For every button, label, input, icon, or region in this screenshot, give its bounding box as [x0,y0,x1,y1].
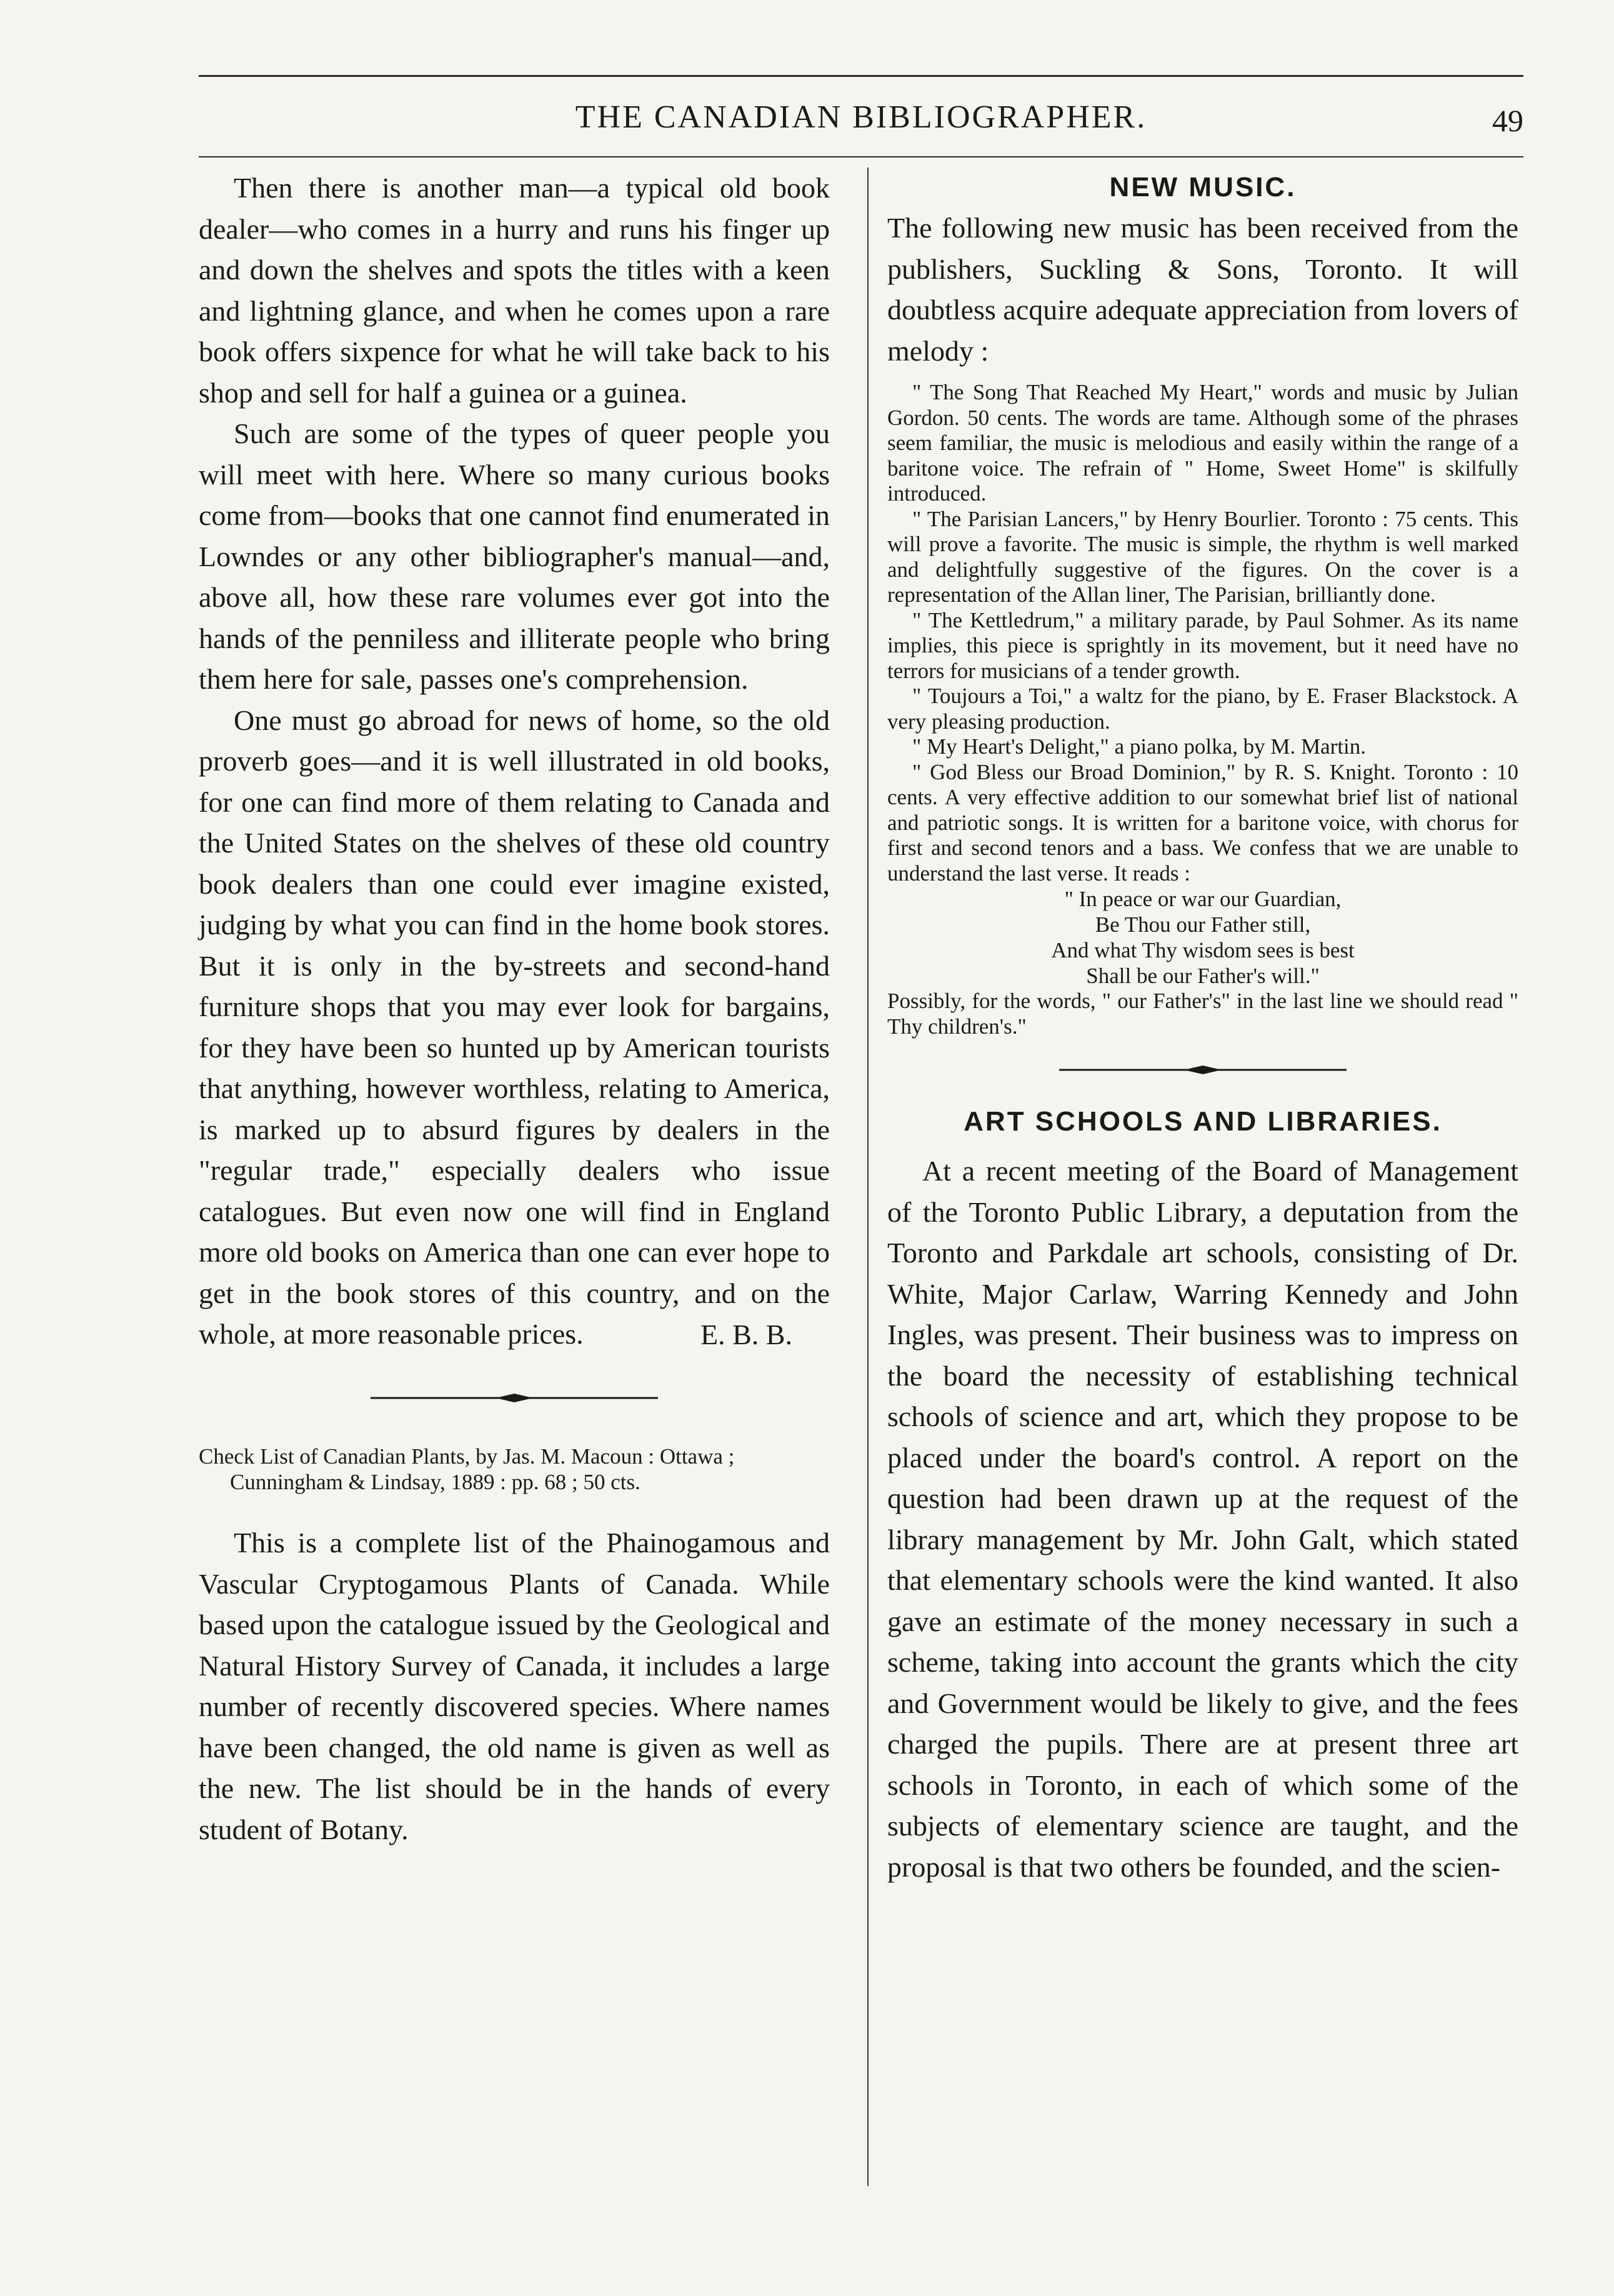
author-signature: E. B. B. [700,1318,792,1350]
paragraph: Such are some of the types of queer people you will meet with here. Where so many curious books come from—books that one cannot find enumerated in Lowndes or any other bibliographer's manual—and, above all, how these rare volumes ever got into the hands of the penniless and illiterate people who bring them here for sale, passes one's comprehension. [199,417,830,695]
music-item: " Toujours a Toi," a waltz for the piano, by E. Fraser Blackstock. A very pleasing production. [887,684,1518,734]
art-schools-paragraph: At a recent meeting of the Board of Management of the Toronto Public Library, a deputation from the Toronto and Parkdale art schools, consisting of Dr. White, Major Carlaw, Warring Kennedy and John Ingles, was present. Their business was to impress on the board the necessity of establishing technical schools of science and art, which they propose to be placed under the board's control. A report on the question had been drawn up at the request of the library management by Mr. John Galt, which stated that elementary schools were the kind wanted. It also gave an estimate of the money necessary in such a scheme, taking into account the grants which the city and Government would be likely to give, and the fees charged the pupils. There are at present three art schools in Toronto, in each of which some of the subjects of elementary science are taught, and the proposal is that two others be founded, and the scien- [887,1155,1518,1883]
music-item: " My Heart's Delight," a piano polka, by M. Martin. [912,734,1367,759]
music-item: " The Song That Reached My Heart," words and music by Julian Gordon. 50 cents. The words are tame. Although some of the phrases seem familiar, the music is melodious and easily within the range of a baritone voice. The refrain of " Home, Sweet Home" is skilfully introduced. [887,380,1518,506]
book-citation: Check List of Canadian Plants, by Jas. M. Macoun : Ottawa ; Cunningham & Lindsay, 1889 : pp. 68 ; 50 cts. [199,1444,735,1494]
section-heading-new-music: NEW MUSIC. [1109,172,1297,202]
section-heading-art-schools: ART SCHOOLS AND LIBRARIES. [964,1106,1442,1137]
song-verse [887,886,1518,989]
new-music-intro: The following new music has been received from the publishers, Suckling & Sons, Toronto. It will doubtless acquire adequate appreciation from lovers of melody : [887,212,1518,367]
music-closing: Possibly, for the words, " our Father's" in the last line we should read " Thy children's." [887,989,1518,1039]
top-rule [199,75,1523,77]
page-number: 49 [1492,103,1523,138]
verse-line: Be Thou our Father still, [1095,912,1311,937]
verse-line: And what Thy wisdom sees is best [1051,938,1355,962]
dash-ornament-icon [199,1376,830,1420]
journal-title: THE CANADIAN BIBLIOGRAPHER. [575,99,1147,135]
column-divider [867,167,869,2186]
music-item: " God Bless our Broad Dominion," by R. S. Knight. Toronto : 10 cents. A very effective addition to our somewhat brief list of national and patriotic songs. It is written for a baritone voice, with chorus for first and second tenors and a bass. We confess that we are unable to understand the last verse. It reads : [887,759,1518,886]
paragraph: Then there is another man—a typical old book dealer—who comes in a hurry and runs his finger up and down the shelves and spots the titles with a keen and lightning glance, and when he comes upon a rare book offers sixpence for what he will take back to his shop and sell for half a guinea or a guinea. [199,172,830,409]
dash-ornament-icon [887,1048,1518,1092]
music-item: " The Parisian Lancers," by Henry Bourlier. Toronto : 75 cents. This will prove a favorite. The music is simple, the rhythm is well marked and delightfully suggestive of the figures. On the cover is a representation of the Allan liner, The Parisian, brilliantly done. [887,506,1518,607]
header-rule [199,156,1523,157]
running-header [199,94,1523,150]
music-item: " The Kettledrum," a military parade, by Paul Sohmer. As its name implies, this piece is sprightly in its movement, but it need have no terrors for musicians of a tender growth. [887,607,1518,683]
music-list [887,380,1518,1039]
verse-line: " In peace or war our Guardian, [1064,887,1342,911]
verse-line: Shall be our Father's will." [1086,964,1320,988]
left-column [199,167,830,1850]
review-paragraph: This is a complete list of the Phainogamous and Vascular Cryptogamous Plants of Canada. While based upon the catalogue issued by the Geological and Natural History Survey of Canada, it includes a large number of recently discovered species. Where names have been changed, the old name is given as well as the new. The list should be in the hands of every student of Botany. [199,1527,830,1845]
right-column [887,167,1518,1887]
paragraph: One must go abroad for news of home, so the old proverb goes—and it is well illustrated in old books, for one can find more of them relating to Canada and the United States on the shelves of these old country book dealers than one could ever imagine existed, judging by what you can find in the home book stores. But it is only in the by-streets and second-hand furniture shops that you may ever look for bargains, for they have been so hunted up by American tourists that anything, however worthless, relating to America, is marked up to absurd figures by dealers in the "regular trade," especially dealers who issue catalogues. But even now one will find in England more old books on America than one can ever hope to get in the book stores of this country, and on the whole, at more reasonable prices. [199,704,830,1350]
